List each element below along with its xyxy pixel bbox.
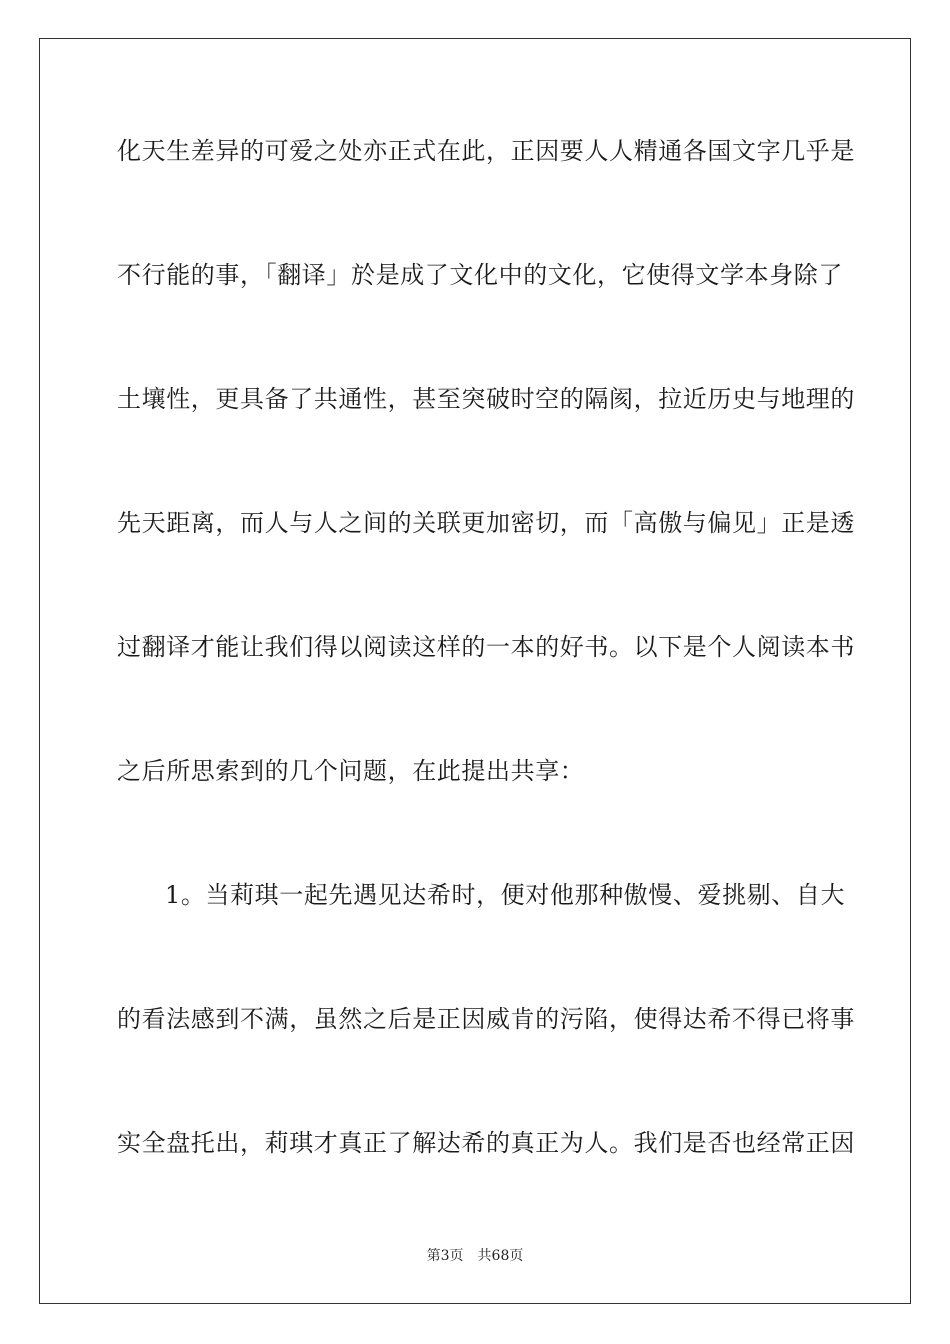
- body-line-4: 先天距离，而人与人之间的关联更加密切，而「高傲与偏见」正是透: [117, 509, 855, 537]
- list-item-1-line-2: 的看法感到不满，虽然之后是正因威肯的污陷，使得达希不得已将事: [117, 1005, 855, 1033]
- body-line-6: 之后所思索到的几个问题，在此提出共享：: [117, 757, 585, 785]
- list-item-1-line-1: 1。当莉琪一起先遇见达希时，便对他那种傲慢、爱挑剔、自大: [165, 881, 846, 909]
- page-footer: [0, 1247, 950, 1265]
- body-line-5: 过翻译才能让我们得以阅读这样的一本的好书。以下是个人阅读本书: [117, 633, 855, 661]
- list-item-1-line-3: 实全盘托出，莉琪才真正了解达希的真正为人。我们是否也经常正因: [117, 1129, 855, 1157]
- body-line-2: 不行能的事，「翻译」於是成了文化中的文化，它使得文学本身除了: [117, 261, 843, 289]
- page-number-total: 共68页: [477, 1248, 524, 1264]
- body-line-3: 土壤性，更具备了共通性，甚至突破时空的隔阂，拉近历史与地理的: [117, 385, 855, 413]
- page-number-current: 第3页: [426, 1248, 464, 1264]
- body-line-1: 化天生差异的可爱之处亦正式在此，正因要人人精通各国文字几乎是: [117, 137, 855, 165]
- page-border: [39, 38, 911, 1304]
